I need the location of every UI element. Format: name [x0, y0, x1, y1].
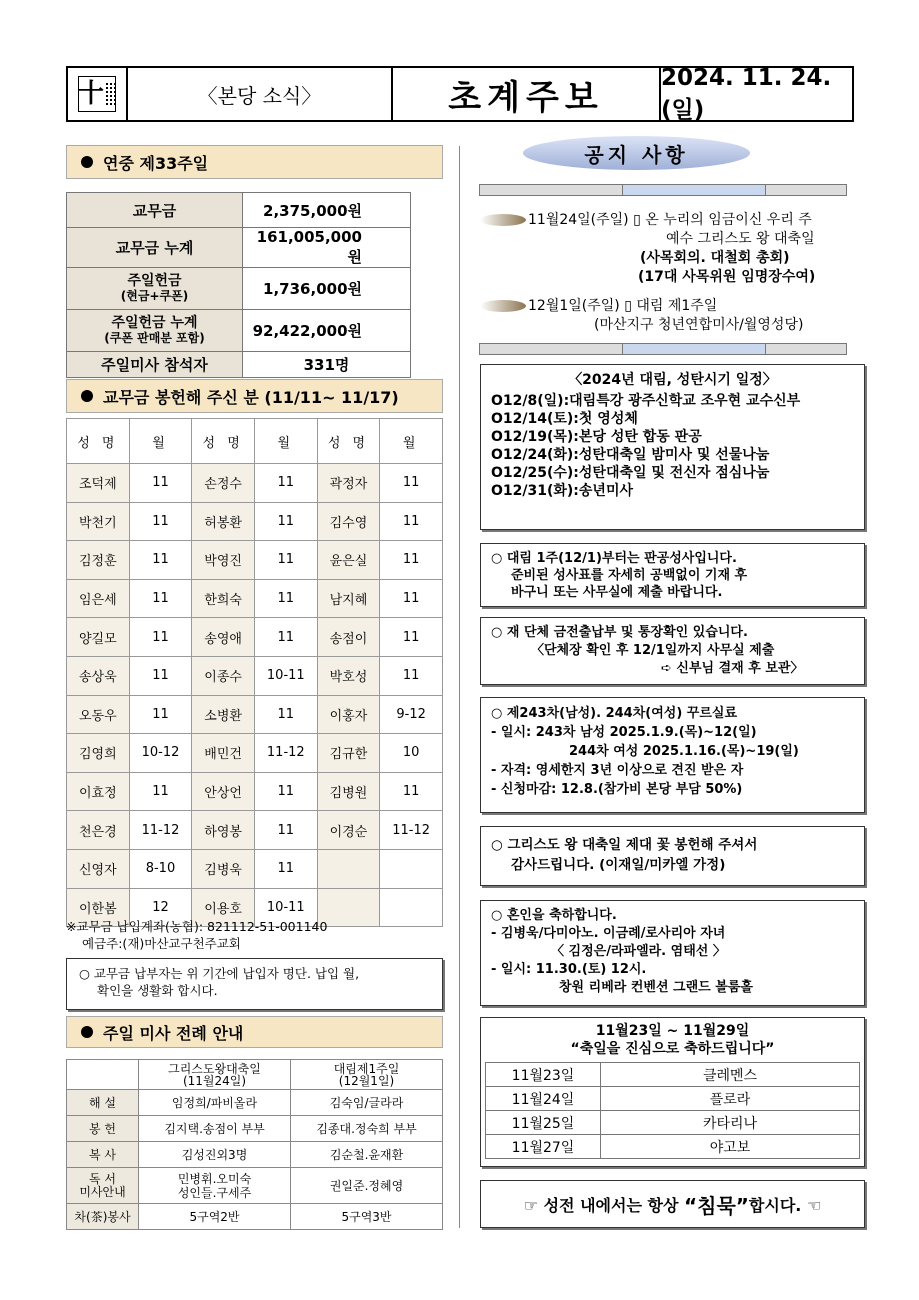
notices-heading: 공지 사항 — [523, 136, 750, 170]
donor-month: 11 — [129, 618, 192, 657]
donor-month: 11 — [380, 579, 443, 618]
donor-name — [317, 849, 380, 888]
circle-bullet-icon: O — [491, 465, 503, 481]
advent-schedule-box: 〈2024년 대림, 성탄시기 일정〉 O12/8(일):대림특강 광주신학교 조우현 교수신부 O12/14(토):첫 영성체 O12/19(목):본당 성탄 합동 판공 O12/24(화):성탄대축일 밤미사 및 선물나눔 O12/25(수):성탄대축일 및 전신자 점심나눔 O12/31(화):송년미사 — [480, 364, 865, 530]
table-row — [67, 579, 443, 618]
donor-name: 이용호 — [192, 888, 255, 927]
donor-month: 11 — [380, 464, 443, 503]
circle-bullet-icon: O — [491, 447, 503, 463]
circle-bullet-icon: ○ — [491, 908, 507, 923]
schedule-item: O12/24(화):성탄대축일 밤미사 및 선물나눔 — [491, 447, 770, 463]
donor-name: 송영애 — [192, 618, 255, 657]
donor-month: 11 — [129, 579, 192, 618]
donor-name: 천은경 — [67, 811, 130, 850]
table-header-row: 성 명 월 성 명 월 성 명 월 — [67, 419, 443, 464]
donor-name: 한희숙 — [192, 579, 255, 618]
donor-name: 송상욱 — [67, 656, 130, 695]
donor-month: 11 — [254, 811, 317, 850]
donor-month: 10-11 — [254, 888, 317, 927]
donor-name: 이효정 — [67, 772, 130, 811]
donor-month: 8-10 — [129, 849, 192, 888]
donor-month: 12 — [129, 888, 192, 927]
donor-name: 안상언 — [192, 772, 255, 811]
table-row: 11월24일 플로라 — [486, 1087, 860, 1111]
donor-month — [380, 849, 443, 888]
donor-name: 배민건 — [192, 734, 255, 773]
liturgy-table — [66, 1059, 443, 1230]
schedule-list — [491, 392, 854, 500]
table-row: 차(茶)봉사 5구역2반 5구역3반 — [67, 1204, 443, 1230]
donor-month: 11 — [380, 541, 443, 580]
donor-month: 11 — [254, 772, 317, 811]
donor-month: 11 — [129, 772, 192, 811]
table-header-row: 그리스도왕대축일 (11월24일) 대림제1주일 (12월1일) — [67, 1060, 443, 1090]
donor-name: 손정수 — [192, 464, 255, 503]
section-label: 〈본당 소식〉 — [128, 68, 393, 120]
feast-days-box: 11월23일 ~ 11월29일 “축일을 진심으로 축하드립니다” 11월23일 클레멘스 11월24일 플로라 11월25일 카타리나 11월27일 야고보 — [480, 1017, 865, 1167]
donor-name: 김수영 — [317, 502, 380, 541]
account-info: ※교무금 납입계좌(농협): 821112-51-001140 예금주:(재)마산교구천주교회 — [66, 919, 328, 951]
donor-name: 이한봄 — [67, 888, 130, 927]
groups-box: ○ 재 단체 금전출납부 및 통장확인 있습니다. 〈단체장 확인 후 12/1일까지 사무실 제출 ➪ 신부님 결재 후 보관〉 — [480, 617, 865, 685]
donor-name: 박천기 — [67, 502, 130, 541]
finance-row: 주일헌금 (현금+쿠폰) 1,736,000원 — [67, 268, 411, 310]
donor-name: 윤은실 — [317, 541, 380, 580]
table-row — [67, 502, 443, 541]
donor-name: 김병원 — [317, 772, 380, 811]
notice-2: 12월1일(주일) ▯ 대림 제1주일 (마산지구 청년연합미사/월영성당) — [480, 297, 855, 335]
donor-name: 신영자 — [67, 849, 130, 888]
donor-month: 11-12 — [254, 734, 317, 773]
parish-logo — [68, 68, 128, 120]
table-row: 11월27일 야고보 — [486, 1135, 860, 1159]
donor-month: 11 — [254, 464, 317, 503]
table-row — [67, 618, 443, 657]
table-row — [67, 734, 443, 773]
table-row: 독 서 미사안내 민병휘.오미숙 성인들.구세주 권일준.정혜영 — [67, 1168, 443, 1204]
donor-name: 양길모 — [67, 618, 130, 657]
wedding-box: ○ 혼인을 축하합니다. - 김병욱/다미아노. 이금례/로사리아 자녀 〈 김정은/라파엘라. 염태선 〉 - 일시: 11.30.(토) 12시. 창원 리베라 컨벤션 그랜드 볼룸홀 — [480, 900, 865, 1006]
decorative-strip — [479, 184, 847, 196]
circle-bullet-icon: O — [491, 393, 503, 409]
schedule-item: O12/31(화):송년미사 — [491, 483, 633, 499]
donors-table — [66, 418, 443, 927]
donor-month: 11 — [254, 849, 317, 888]
donor-month: 11 — [129, 695, 192, 734]
bullet-icon — [81, 156, 93, 168]
table-row — [67, 695, 443, 734]
schedule-item: O12/8(일):대림특강 광주신학교 조우현 교수신부 — [491, 393, 801, 409]
donor-name: 임은세 — [67, 579, 130, 618]
schedule-item: O12/14(토):첫 영성체 — [491, 411, 638, 427]
donor-month: 11 — [380, 618, 443, 657]
donor-name: 이경순 — [317, 811, 380, 850]
decorative-strip — [479, 343, 847, 355]
flowers-box: ○ 그리스도 왕 대축일 제대 꽃 봉헌해 주셔서 감사드립니다. (이재일/미카엘 가정) — [480, 826, 865, 886]
finance-row: 교무금 누계 161,005,000원 — [67, 228, 411, 268]
liturgy-heading: 주일 미사 전례 안내 — [66, 1016, 443, 1048]
table-row — [67, 772, 443, 811]
donor-name: 김영희 — [67, 734, 130, 773]
table-row: 11월25일 카타리나 — [486, 1111, 860, 1135]
oval-bullet-icon — [480, 300, 526, 312]
donor-name: 조덕제 — [67, 464, 130, 503]
donor-name: 이홍자 — [317, 695, 380, 734]
donor-month: 11 — [380, 502, 443, 541]
donor-name: 소병환 — [192, 695, 255, 734]
finance-table — [66, 192, 411, 378]
circle-bullet-icon: ○ — [491, 706, 507, 721]
donor-name: 하영봉 — [192, 811, 255, 850]
donor-month: 11 — [129, 541, 192, 580]
table-row: 봉 헌 김지택.송점이 부부 김종대.정숙희 부부 — [67, 1116, 443, 1142]
donor-month: 11 — [380, 772, 443, 811]
donor-month: 11-12 — [129, 811, 192, 850]
notice-1: 11월24일(주일) ▯ 온 누리의 임금이신 우리 주 예수 그리스도 왕 대축일 (사목회의. 대철회 총회) (17대 사목위원 임명장수여) — [480, 211, 855, 287]
schedule-item: O12/25(수):성탄대축일 및 전신자 점심나눔 — [491, 465, 770, 481]
table-row — [67, 811, 443, 850]
donor-month: 10-12 — [129, 734, 192, 773]
circle-bullet-icon: ○ — [491, 551, 507, 566]
donor-name: 김규한 — [317, 734, 380, 773]
donor-name: 곽정자 — [317, 464, 380, 503]
table-row — [67, 541, 443, 580]
table-row: 복 사 김성진외3명 김순철.윤재환 — [67, 1142, 443, 1168]
donor-month: 11 — [129, 502, 192, 541]
oval-bullet-icon — [480, 214, 526, 226]
table-row — [67, 849, 443, 888]
circle-bullet-icon: O — [491, 411, 503, 427]
feast-days-table — [485, 1062, 860, 1159]
donor-month: 11 — [129, 464, 192, 503]
cursillo-box: ○ 제243차(남성). 244차(여성) 꾸르실료 - 일시: 243차 남성 2025.1.9.(목)~12(일) 244차 여성 2025.1.16.(목)~19(일) - 자격: 영세한지 3년 이상으로 견진 받은 자 - 신청마감: 12.8.(참가비 본당 부담 50%) — [480, 697, 865, 813]
finance-row: 주일미사 참석자 331명 — [67, 352, 411, 378]
donor-name: 박영진 — [192, 541, 255, 580]
donor-month: 10-11 — [254, 656, 317, 695]
table-row — [67, 464, 443, 503]
cross-logo-icon: 十 — [78, 76, 116, 112]
bullet-icon — [81, 1026, 93, 1038]
donor-name: 남지혜 — [317, 579, 380, 618]
circle-bullet-icon: ○ — [491, 625, 507, 640]
confession-box: ○ 대림 1주(12/1)부터는 판공성사입니다. 준비된 성사표를 자세히 공백없이 기재 후 바구니 또는 사무실에 제출 바랍니다. — [480, 543, 865, 607]
donor-month: 11 — [254, 502, 317, 541]
schedule-item: O12/19(목):본당 성탄 합동 판공 — [491, 429, 702, 445]
circle-bullet-icon: ○ — [491, 837, 508, 853]
donors-heading: 교무금 봉헌해 주신 분 (11/11~ 11/17) — [66, 379, 443, 413]
circle-bullet-icon: ○ — [79, 966, 94, 981]
donor-month: 11 — [129, 656, 192, 695]
donor-name: 이종수 — [192, 656, 255, 695]
donor-name: 김병욱 — [192, 849, 255, 888]
donor-month: 11 — [254, 579, 317, 618]
bulletin-title: 초계주보 — [393, 68, 661, 120]
finance-row: 주일헌금 누계 (쿠폰 판매분 포함) 92,422,000원 — [67, 310, 411, 352]
week-heading: 연중 제33주일 — [66, 145, 443, 179]
finance-row: 교무금 2,375,000원 — [67, 193, 411, 228]
donor-name: 오동우 — [67, 695, 130, 734]
donor-name: 김정훈 — [67, 541, 130, 580]
donor-month: 11 — [254, 618, 317, 657]
table-row: 11월23일 클레멘스 — [486, 1063, 860, 1087]
donor-notice: ○ 교무금 납부자는 위 기간에 납입자 명단. 납입 월, 확인을 생활화 합시다. — [66, 958, 443, 1010]
table-row — [67, 656, 443, 695]
donor-month: 9-12 — [380, 695, 443, 734]
donor-month: 11 — [254, 695, 317, 734]
circle-bullet-icon: O — [491, 483, 503, 499]
circle-bullet-icon: O — [491, 429, 503, 445]
bullet-icon — [81, 390, 93, 402]
donor-month: 10 — [380, 734, 443, 773]
column-divider — [459, 146, 460, 1228]
bulletin-header — [66, 66, 854, 122]
bulletin-date: 2024. 11. 24.(일) — [661, 64, 832, 123]
donor-name: 허봉환 — [192, 502, 255, 541]
donor-name: 송점이 — [317, 618, 380, 657]
donor-month: 11 — [380, 656, 443, 695]
donor-month: 11-12 — [380, 811, 443, 850]
table-row: 해 설 임정희/파비올라 김숙임/글라라 — [67, 1090, 443, 1116]
silence-notice: ☞ 성전 내에서는 항상 “침묵” 합시다. ☜ — [480, 1180, 865, 1228]
donor-name: 박호성 — [317, 656, 380, 695]
donor-month: 11 — [254, 541, 317, 580]
